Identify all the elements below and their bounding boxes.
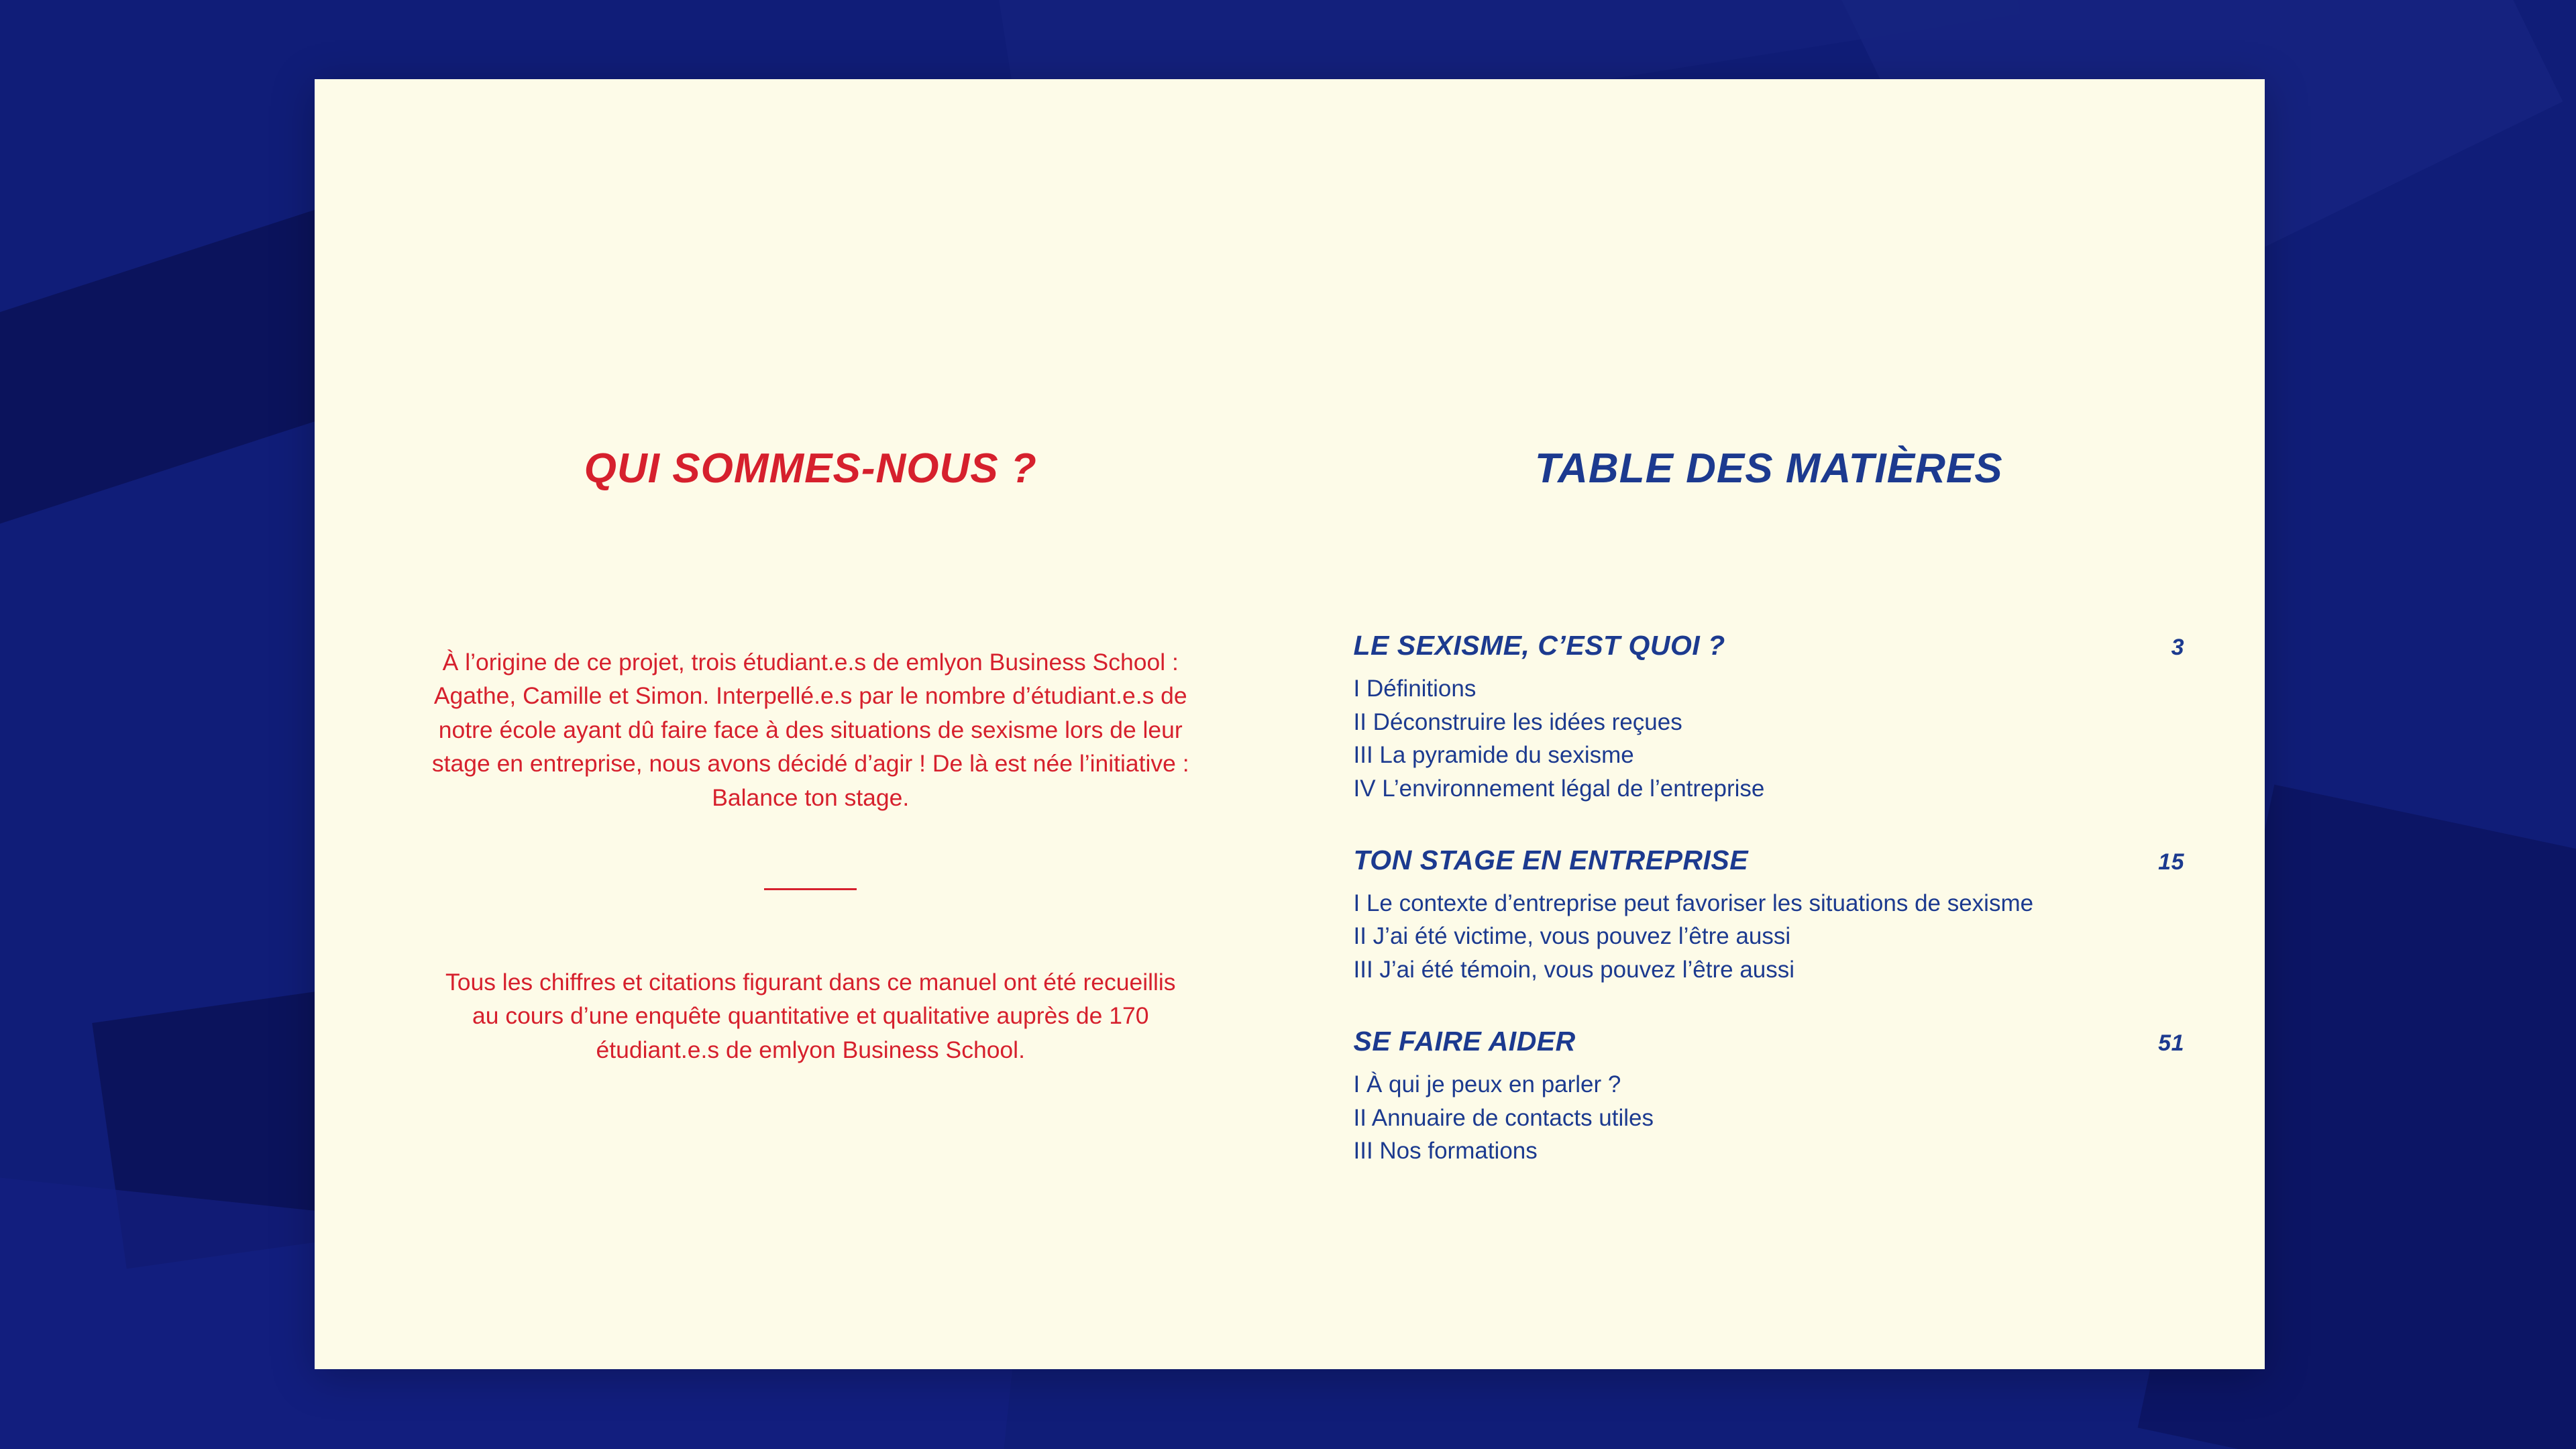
- toc-section: [1354, 630, 2185, 806]
- toc-section: [1354, 1026, 2185, 1168]
- toc-entry[interactable]: II J’ai été victime, vous pouvez l’être aussi: [1353, 923, 1791, 950]
- toc-section-title: LE SEXISME, C’EST QUOI ?: [1353, 630, 1725, 661]
- toc-section-page-number: 51: [2158, 1030, 2184, 1056]
- who-we-are-paragraph-1: À l’origine de ce projet, trois étudiant.e.s de emlyon Business School : Agathe, Camille et Simon. Interpellé.e.s par le nombre d’étudiant.e.s de notre école ayant dû faire face à des situations de sexisme lors de leur stage en entreprise, nous avons décidé d’agir ! De là est née l’initiative : Balance ton stage.: [431, 649, 1189, 811]
- toc-entry[interactable]: I À qui je peux en parler ?: [1353, 1071, 1621, 1097]
- toc-entry[interactable]: III J’ai été témoin, vous pouvez l’être aussi: [1353, 957, 1795, 983]
- toc-section-header[interactable]: [1354, 630, 2185, 661]
- toc-entry[interactable]: III Nos formations: [1353, 1138, 1538, 1165]
- table-of-contents-column: [1290, 79, 2265, 1369]
- toc-section-page-number: 3: [2171, 635, 2184, 660]
- toc-section-header[interactable]: [1354, 845, 2185, 876]
- document-page: [315, 79, 2265, 1369]
- toc-section: [1354, 845, 2185, 987]
- toc-section-header[interactable]: [1354, 1026, 2185, 1057]
- toc-section-page-number: 15: [2158, 849, 2184, 875]
- table-of-contents-title: TABLE DES MATIÈRES: [1534, 445, 2003, 492]
- toc-entry[interactable]: III La pyramide du sexisme: [1353, 742, 1634, 769]
- who-we-are-column: [315, 79, 1290, 1369]
- section-divider: [764, 888, 857, 890]
- toc-entry[interactable]: I Définitions: [1353, 676, 1477, 702]
- toc-entry[interactable]: I Le contexte d’entreprise peut favoriser les situations de sexisme: [1353, 890, 2034, 916]
- toc-entry[interactable]: II Déconstruire les idées reçues: [1353, 708, 1682, 735]
- who-we-are-title: QUI SOMMES-NOUS ?: [584, 445, 1037, 492]
- toc-section-title: SE FAIRE AIDER: [1353, 1025, 1576, 1057]
- who-we-are-paragraph-2: Tous les chiffres et citations figurant dans ce manuel ont été recueillis au cours d’une enquête quantitative et qualitative auprès de 170 étudiant.e.s de emlyon Business School.: [445, 969, 1176, 1063]
- toc-entry[interactable]: II Annuaire de contacts utiles: [1353, 1104, 1654, 1131]
- toc-section-title: TON STAGE EN ENTREPRISE: [1353, 844, 1749, 875]
- table-of-contents-list: [1354, 630, 2185, 1168]
- toc-entry[interactable]: IV L’environnement légal de l’entreprise: [1353, 775, 1765, 802]
